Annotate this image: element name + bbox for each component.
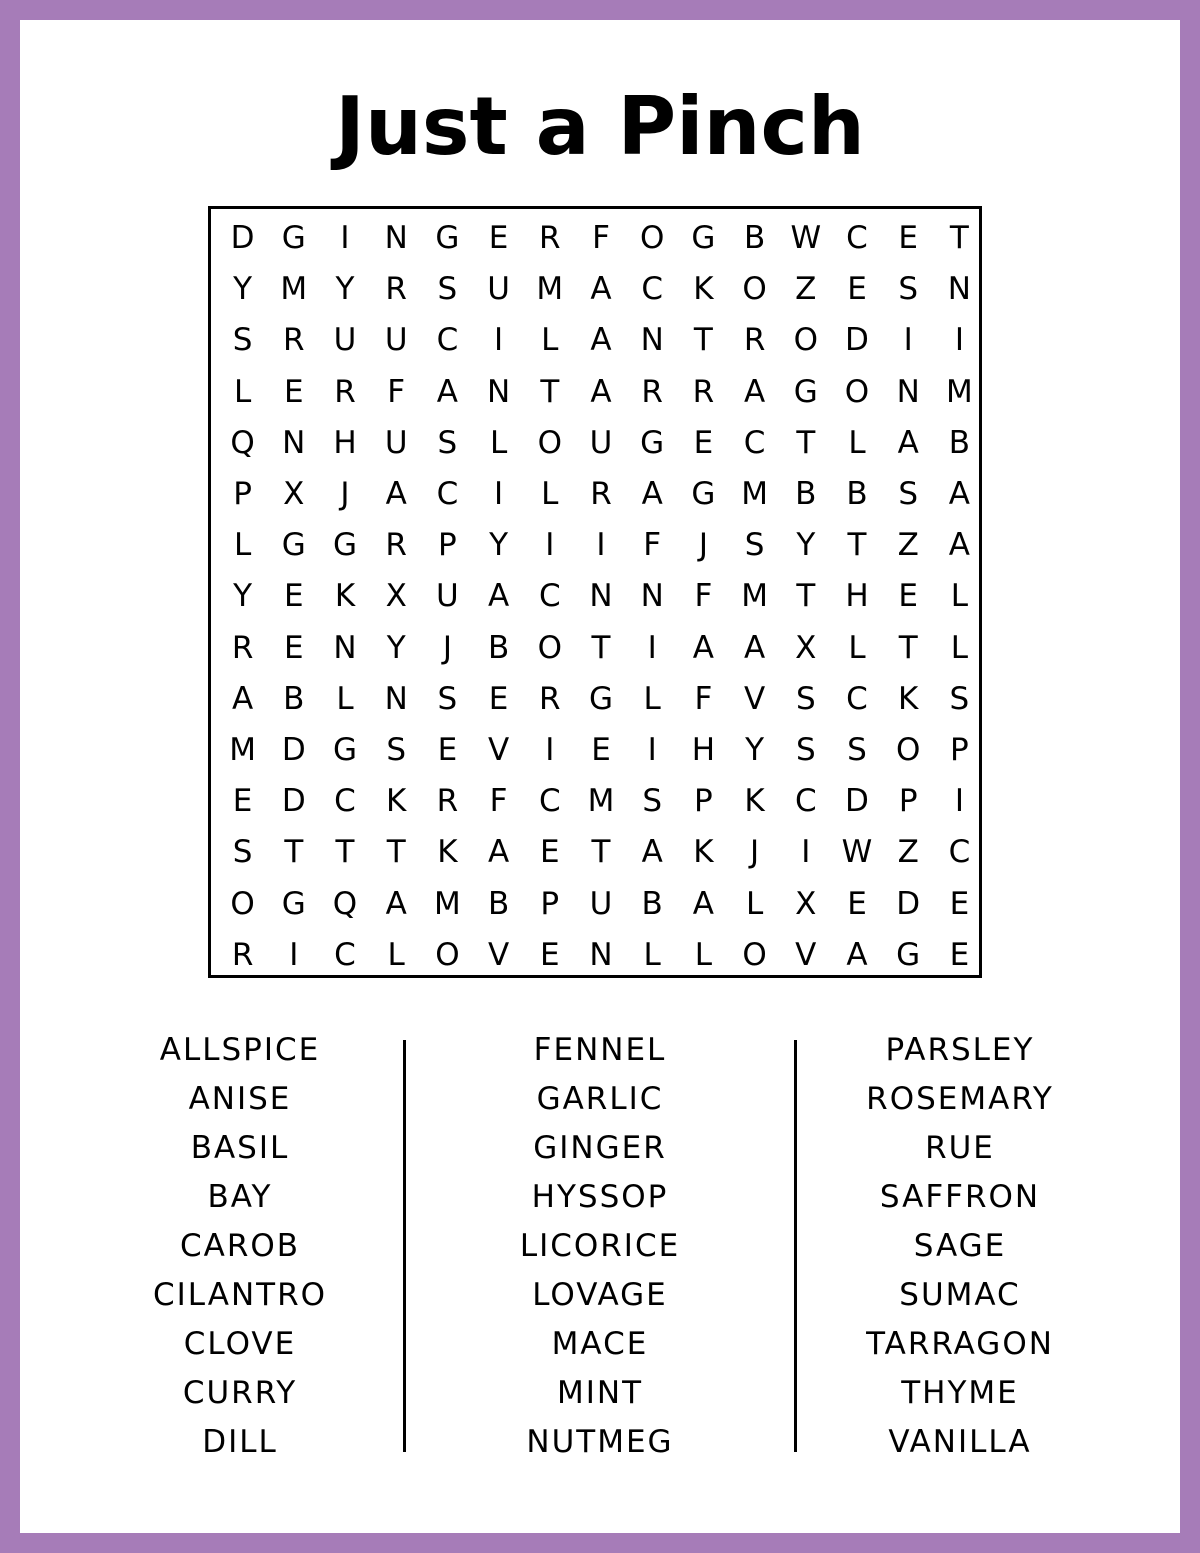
grid-cell: L: [541, 476, 559, 512]
grid-cell: K: [898, 680, 919, 717]
grid-cell: G: [793, 373, 818, 410]
grid-cell: A: [743, 629, 766, 666]
grid-cell: B: [641, 885, 663, 922]
grid-cell: K: [334, 578, 356, 615]
word-item: BASIL: [190, 1130, 290, 1166]
grid-cell: U: [384, 424, 408, 461]
grid-cell: S: [232, 322, 253, 359]
grid-cell: B: [283, 680, 305, 717]
grid-cell: E: [283, 578, 304, 615]
grid-cell: B: [948, 424, 971, 461]
grid-cell: N: [640, 322, 664, 359]
grid-cell: C: [436, 476, 459, 512]
grid-cell: C: [641, 271, 664, 308]
word-item: GARLIC: [536, 1081, 664, 1117]
word-item: MACE: [551, 1326, 649, 1362]
grid-cell: L: [336, 680, 354, 717]
grid-cell: S: [949, 680, 970, 717]
grid-cell: N: [589, 578, 613, 615]
grid-cell: E: [437, 732, 458, 768]
grid-cell: G: [588, 680, 613, 717]
grid-cell: X: [795, 629, 817, 666]
grid-cell: O: [537, 629, 562, 666]
grid-cell: B: [846, 476, 868, 512]
grid-cell: C: [794, 783, 817, 820]
word-item: DILL: [202, 1424, 278, 1460]
grid-cell: A: [436, 373, 458, 410]
grid-cell: L: [848, 424, 866, 461]
grid-cell: G: [332, 732, 357, 768]
grid-cell: I: [954, 783, 964, 820]
grid-cell: G: [896, 936, 921, 973]
grid-cell: A: [641, 834, 663, 871]
grid-cell: P: [438, 527, 457, 564]
grid-cell: H: [845, 578, 869, 615]
grid-cell: P: [540, 885, 560, 922]
grid-cell: Z: [897, 834, 919, 871]
grid-cell: K: [693, 834, 714, 871]
grid-cell: S: [437, 424, 458, 461]
page-title: Just a Pinch: [335, 80, 865, 173]
word-item: HYSSOP: [531, 1179, 669, 1215]
grid-cell: T: [540, 373, 560, 410]
grid-cell: I: [494, 322, 504, 359]
grid-cell: N: [333, 629, 357, 666]
grid-cell: S: [795, 680, 816, 717]
grid-cell: D: [230, 220, 255, 256]
grid-cell: A: [231, 680, 254, 717]
grid-cell: O: [793, 322, 818, 359]
word-item: CAROB: [179, 1228, 301, 1264]
grid-cell: K: [744, 783, 765, 820]
grid-cell: F: [643, 527, 662, 564]
grid-cell: A: [692, 629, 714, 666]
grid-cell: E: [539, 936, 560, 973]
grid-cell: R: [231, 936, 254, 973]
word-item: ALLSPICE: [159, 1032, 321, 1068]
grid-cell: U: [333, 322, 357, 359]
grid-cell: L: [643, 680, 661, 717]
grid-cell: A: [846, 936, 868, 973]
grid-cell: A: [948, 527, 970, 564]
grid-cell: L: [694, 936, 713, 973]
grid-cell: A: [487, 578, 510, 615]
grid-cell: S: [642, 783, 663, 820]
grid-cell: L: [489, 424, 508, 461]
grid-cell: S: [898, 476, 919, 512]
grid-cell: E: [898, 578, 918, 615]
grid-cell: I: [647, 732, 657, 768]
grid-cell: C: [538, 578, 561, 615]
grid-cell: D: [845, 783, 869, 820]
grid-cell: E: [488, 680, 509, 717]
grid-cell: E: [488, 220, 509, 256]
grid-cell: S: [232, 834, 253, 871]
grid-cell: V: [743, 680, 766, 717]
grid-cell: N: [640, 578, 664, 615]
grid-cell: A: [590, 373, 612, 410]
grid-cell: T: [949, 220, 969, 256]
grid-cell: S: [898, 271, 919, 308]
word-item: CLOVE: [183, 1326, 297, 1362]
grid-cell: M: [536, 271, 564, 308]
grid-cell: L: [233, 527, 252, 564]
grid-cell: S: [795, 732, 816, 768]
grid-cell: D: [281, 783, 306, 820]
grid-cell: S: [847, 732, 867, 768]
word-item: ANISE: [188, 1081, 292, 1117]
grid-cell: L: [745, 885, 764, 922]
grid-cell: R: [334, 373, 356, 410]
grid-cell: E: [283, 629, 304, 666]
grid-cell: C: [846, 220, 868, 256]
grid-cell: Y: [745, 732, 765, 768]
grid-cell: L: [950, 578, 969, 615]
grid-cell: R: [539, 680, 561, 717]
grid-cell: Q: [230, 424, 255, 461]
grid-cell: G: [435, 220, 460, 256]
grid-cell: O: [537, 424, 562, 461]
grid-cell: H: [691, 732, 716, 768]
grid-cell: Y: [796, 527, 816, 564]
word-item: SUMAC: [899, 1277, 1021, 1313]
grid-cell: C: [436, 322, 459, 359]
letter-grid: [208, 206, 982, 978]
word-item: GINGER: [533, 1130, 667, 1166]
grid-cell: T: [591, 629, 611, 666]
grid-cell: Y: [386, 629, 406, 666]
grid-cell: J: [442, 629, 452, 666]
grid-cell: E: [283, 373, 304, 410]
grid-cell: L: [387, 936, 405, 973]
grid-cell: R: [283, 322, 305, 359]
grid-cell: P: [233, 476, 252, 512]
grid-cell: A: [385, 476, 407, 512]
grid-cell: I: [801, 834, 811, 871]
grid-cell: O: [435, 936, 460, 973]
grid-cell: L: [950, 629, 969, 666]
grid-cell: T: [796, 424, 816, 461]
grid-cell: M: [280, 271, 308, 308]
grid-cell: O: [742, 271, 767, 308]
word-column: [810, 1026, 1110, 1467]
grid-cell: P: [694, 783, 713, 820]
grid-cell: N: [947, 271, 971, 308]
grid-cell: I: [954, 322, 964, 359]
grid-cell: B: [487, 885, 510, 922]
grid-cell: Y: [233, 271, 253, 308]
grid-cell: I: [545, 732, 555, 768]
grid-cell: J: [750, 834, 760, 871]
grid-cell: B: [743, 220, 766, 256]
grid-cell: T: [335, 834, 355, 871]
grid-cell: C: [846, 680, 868, 717]
grid-cell: K: [386, 783, 407, 820]
grid-cell: T: [284, 834, 304, 871]
grid-cell: V: [487, 936, 510, 973]
grid-cell: U: [436, 578, 459, 615]
grid-cell: M: [741, 476, 768, 512]
word-item: FENNEL: [533, 1032, 667, 1068]
grid-cell: N: [589, 936, 613, 973]
grid-cell: D: [896, 885, 921, 922]
grid-cell: A: [641, 476, 663, 512]
grid-cell: G: [281, 220, 306, 256]
grid-cell: P: [898, 783, 918, 820]
grid-cell: S: [386, 732, 407, 768]
word-column: [90, 1026, 390, 1467]
grid-cell: U: [384, 322, 408, 359]
grid-cell: M: [946, 373, 973, 410]
grid-cell: N: [282, 424, 306, 461]
column-divider: [794, 1040, 797, 1452]
grid-cell: J: [698, 527, 708, 564]
word-item: BAY: [207, 1179, 273, 1215]
word-item: TARRAGON: [866, 1326, 1054, 1362]
grid-cell: T: [386, 834, 406, 871]
word-item: SAGE: [913, 1228, 1007, 1264]
grid-cell: S: [437, 680, 458, 717]
grid-cell: U: [487, 271, 510, 308]
grid-cell: W: [790, 220, 822, 256]
grid-cell: N: [896, 373, 920, 410]
grid-cell: G: [691, 476, 716, 512]
grid-cell: C: [948, 834, 971, 871]
grid-cell: A: [385, 885, 407, 922]
grid-cell: I: [545, 527, 555, 564]
grid-cell: Z: [897, 527, 919, 564]
grid-cell: E: [847, 885, 867, 922]
grid-cell: X: [795, 885, 817, 922]
grid-cell: P: [950, 732, 969, 768]
grid-cell: U: [589, 424, 613, 461]
grid-cell: I: [340, 220, 350, 256]
grid-cell: M: [434, 885, 461, 922]
grid-cell: G: [281, 527, 306, 564]
grid-cell: T: [796, 578, 816, 615]
grid-cell: S: [437, 271, 458, 308]
grid-cell: A: [897, 424, 919, 461]
grid-cell: L: [541, 322, 559, 359]
grid-cell: I: [289, 936, 299, 973]
grid-cell: I: [647, 629, 657, 666]
grid-cell: X: [283, 476, 305, 512]
grid-cell: X: [385, 578, 407, 615]
grid-cell: I: [903, 322, 913, 359]
grid-cell: W: [841, 834, 873, 871]
grid-cell: R: [436, 783, 459, 820]
grid-cell: F: [694, 680, 713, 717]
grid-cell: C: [334, 783, 356, 820]
grid-cell: D: [845, 322, 869, 359]
word-item: THYME: [901, 1375, 1019, 1411]
grid-cell: Y: [233, 578, 253, 615]
grid-cell: B: [487, 629, 510, 666]
word-item: MINT: [556, 1375, 643, 1411]
grid-cell: F: [489, 783, 508, 820]
word-item: CILANTRO: [152, 1277, 328, 1313]
word-item: PARSLEY: [885, 1032, 1035, 1068]
grid-cell: O: [895, 732, 921, 768]
grid-cell: E: [232, 783, 253, 820]
grid-cell: T: [898, 629, 918, 666]
grid-cell: T: [693, 322, 713, 359]
grid-cell: G: [281, 885, 306, 922]
grid-cell: L: [233, 373, 252, 410]
grid-cell: R: [692, 373, 715, 410]
grid-cell: R: [743, 322, 766, 359]
grid-cell: E: [591, 732, 611, 768]
grid-cell: M: [587, 783, 615, 820]
grid-cell: C: [538, 783, 561, 820]
grid-cell: E: [898, 220, 918, 256]
grid-cell: B: [795, 476, 817, 512]
grid-cell: V: [487, 732, 510, 768]
grid-cell: Y: [335, 271, 355, 308]
word-item: LOVAGE: [532, 1277, 668, 1313]
grid-cell: A: [590, 322, 612, 359]
grid-cell: O: [230, 885, 255, 922]
grid-cell: O: [742, 936, 767, 973]
grid-cell: O: [639, 220, 665, 256]
grid-cell: A: [692, 885, 714, 922]
grid-cell: T: [591, 834, 611, 871]
grid-cell: Q: [332, 885, 358, 922]
grid-cell: O: [844, 373, 870, 410]
grid-cell: R: [539, 220, 561, 256]
grid-cell: M: [229, 732, 256, 768]
grid-cell: L: [848, 629, 866, 666]
grid-cell: I: [596, 527, 606, 564]
grid-cell: R: [385, 527, 407, 564]
grid-cell: U: [589, 885, 613, 922]
grid-cell: C: [743, 424, 766, 461]
grid-cell: G: [691, 220, 716, 256]
grid-cell: E: [847, 271, 867, 308]
grid-cell: I: [494, 476, 504, 512]
grid-cell: R: [590, 476, 612, 512]
grid-cell: L: [643, 936, 661, 973]
grid-cell: Z: [795, 271, 817, 308]
grid-cell: Y: [489, 527, 509, 564]
grid-cell: K: [693, 271, 714, 308]
word-item: LICORICE: [519, 1228, 681, 1264]
grid-cell: A: [487, 834, 510, 871]
word-item: VANILLA: [888, 1424, 1032, 1460]
grid-cell: K: [437, 834, 458, 871]
grid-cell: E: [693, 424, 714, 461]
word-item: ROSEMARY: [866, 1081, 1054, 1117]
grid-cell: E: [949, 885, 970, 922]
grid-cell: E: [949, 936, 970, 973]
word-item: RUE: [925, 1130, 995, 1166]
grid-cell: F: [592, 220, 610, 256]
grid-cell: J: [340, 476, 350, 512]
grid-cell: T: [847, 527, 867, 564]
grid-cell: G: [332, 527, 357, 564]
grid-cell: R: [641, 373, 663, 410]
grid-cell: A: [743, 373, 766, 410]
grid-cell: D: [281, 732, 306, 768]
grid-cell: N: [486, 373, 511, 410]
word-item: SAFFRON: [879, 1179, 1041, 1215]
grid-cell: G: [640, 424, 665, 461]
word-item: NUTMEG: [526, 1424, 674, 1460]
grid-cell: R: [231, 629, 254, 666]
grid-cell: M: [741, 578, 768, 615]
word-item: CURRY: [182, 1375, 298, 1411]
grid-cell: C: [334, 936, 356, 973]
grid-cell: V: [795, 936, 817, 973]
word-column: [450, 1026, 750, 1467]
grid-cell: S: [744, 527, 765, 564]
grid-cell: N: [384, 680, 408, 717]
column-divider: [403, 1040, 406, 1452]
grid-cell: E: [539, 834, 560, 871]
grid-cell: A: [590, 271, 612, 308]
grid-cell: H: [333, 424, 357, 461]
grid-cell: F: [694, 578, 713, 615]
grid-cell: R: [385, 271, 407, 308]
grid-cell: A: [948, 476, 970, 512]
grid-cell: N: [384, 220, 408, 256]
grid-cell: F: [387, 373, 406, 410]
